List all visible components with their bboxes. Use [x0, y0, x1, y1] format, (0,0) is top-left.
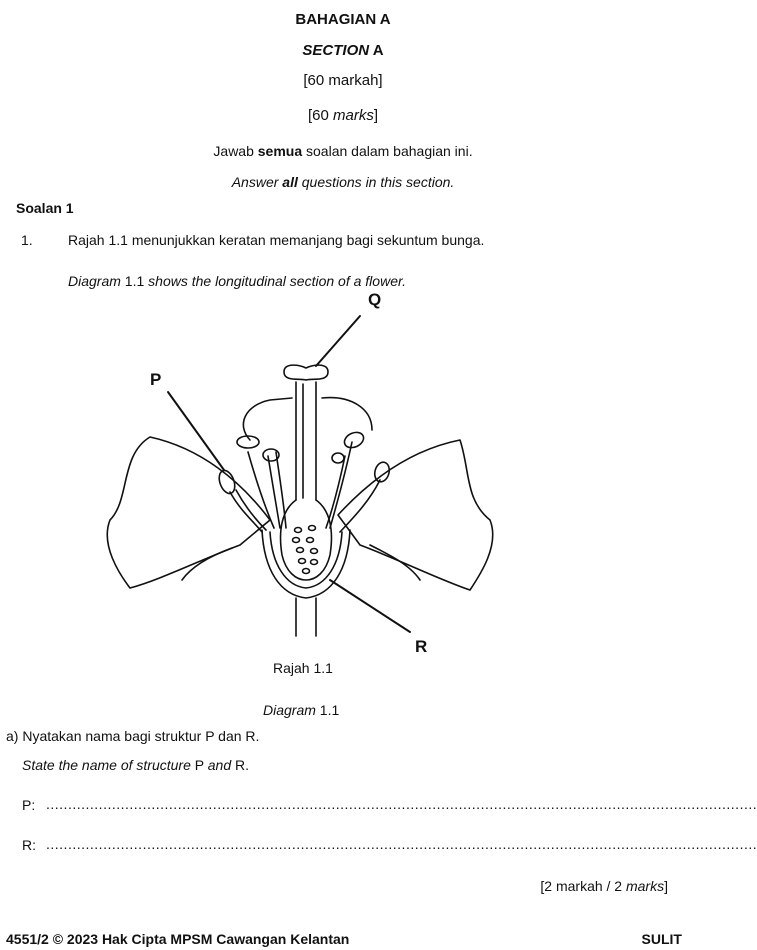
- label-r: R: [415, 637, 428, 656]
- marks-allocation-3: ]: [664, 878, 668, 894]
- label-line-q: [316, 316, 360, 366]
- part-a-prompt-en: [22, 757, 249, 773]
- ovules: [293, 526, 318, 574]
- part-a-prompt-bm: a) Nyatakan nama bagi struktur P dan R.: [6, 728, 260, 744]
- label-p: P: [150, 370, 162, 389]
- footer-sulit: SULIT: [641, 931, 682, 947]
- marks-allocation-1: [2 markah / 2: [540, 878, 626, 894]
- marks-total-bm: [60 markah]: [303, 72, 383, 89]
- diagram-caption-en-word: Diagram: [263, 702, 316, 718]
- instruction-bm-part2: soalan dalam bahagian ini.: [302, 143, 473, 159]
- question-stem-bm: Rajah 1.1 menunjukkan keratan memanjang bagi sekuntum bunga.: [68, 232, 485, 248]
- section-title-en-letter: A: [372, 42, 384, 59]
- anther-right-mid: [332, 453, 344, 463]
- part-a-prompt-en-1: State the name of structure: [22, 757, 191, 773]
- answer-r-line[interactable]: ..................................................................................................................................................................: [46, 836, 757, 852]
- question-stem-en-num: 1.1: [120, 273, 149, 289]
- diagram-caption-en: [263, 702, 339, 718]
- diagram-caption-en-num: 1.1: [315, 702, 340, 718]
- marks-allocation: [540, 878, 668, 894]
- label-q: Q: [368, 290, 382, 309]
- instruction-bm-bold: semua: [257, 143, 303, 159]
- question-heading: Soalan 1: [16, 200, 74, 216]
- question-stem-en-rest: shows the longitudinal section of a flower.: [148, 273, 407, 289]
- anther-p: [216, 468, 237, 495]
- footer-copyright: 4551/2 © 2023 Hak Cipta MPSM Cawangan Kelantan: [6, 931, 350, 947]
- stigma: [284, 365, 328, 380]
- marks-total-en-close: ]: [373, 107, 379, 124]
- section-title-bm: BAHAGIAN A: [295, 11, 391, 28]
- marks-allocation-2: marks: [625, 878, 665, 894]
- question-number: 1.: [21, 232, 33, 248]
- answer-p-label: P:: [22, 797, 36, 813]
- answer-p-line[interactable]: ..................................................................................................................................................................: [46, 796, 757, 812]
- flower-drawing: [107, 316, 492, 636]
- section-title-en-word: SECTION: [302, 42, 370, 59]
- answer-r-label: R:: [22, 837, 36, 853]
- question-stem-en-word: Diagram: [68, 273, 121, 289]
- label-line-p: [168, 392, 224, 470]
- anther-right-top: [342, 429, 366, 450]
- label-line-r: [330, 580, 410, 632]
- filament-left-2: [248, 452, 274, 528]
- marks-total-en-word: marks: [333, 107, 374, 124]
- part-a-prompt-en-2: P: [190, 757, 208, 773]
- filament-p: [230, 492, 262, 532]
- part-a-prompt-en-3: and: [207, 757, 232, 773]
- diagram-caption-bm: Rajah 1.1: [273, 660, 333, 676]
- back-petal-right: [322, 398, 372, 430]
- right-petal-fold: [370, 545, 420, 580]
- part-a-prompt-en-4: R.: [231, 757, 249, 773]
- marks-total-en-open: [60: [307, 107, 333, 124]
- left-petal-fold: [182, 548, 232, 580]
- instruction-en-part2: questions in this section.: [297, 174, 455, 190]
- back-petal-left: [243, 398, 292, 440]
- instruction-en-part1: Answer: [231, 174, 283, 190]
- instruction-bm-part1: Jawab: [213, 143, 258, 159]
- instruction-en-bold: all: [282, 174, 298, 190]
- right-petal: [338, 440, 493, 590]
